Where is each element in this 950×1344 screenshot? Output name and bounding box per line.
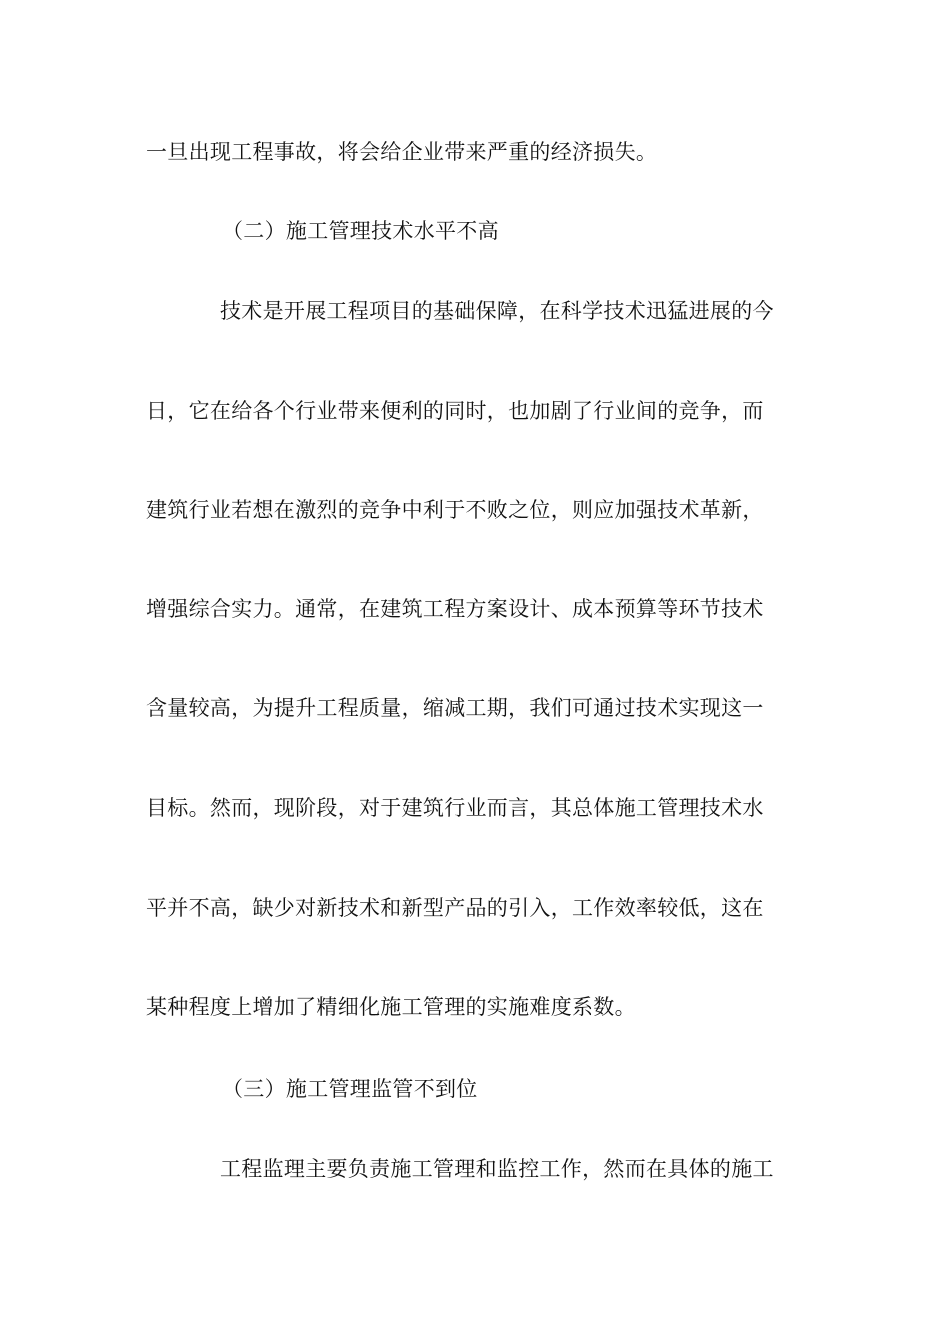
paragraph-line: 含量较高，为提升工程质量，缩减工期，我们可通过技术实现这一 <box>146 696 764 720</box>
paragraph-line: 某种程度上增加了精细化施工管理的实施难度系数。 <box>146 995 636 1019</box>
paragraph-line: 目标。然而，现阶段，对于建筑行业而言，其总体施工管理技术水 <box>146 796 764 820</box>
paragraph-line: 工程监理主要负责施工管理和监控工作，然而在具体的施工 <box>220 1157 774 1181</box>
paragraph-line: 建筑行业若想在激烈的竞争中利于不败之位，则应加强技术革新， <box>146 498 764 522</box>
paragraph-line: 平并不高，缺少对新技术和新型产品的引入，工作效率较低，这在 <box>146 896 764 920</box>
paragraph-line: 日，它在给各个行业带来便利的同时，也加剧了行业间的竞争，而 <box>146 399 764 423</box>
section-heading: （三）施工管理监管不到位 <box>222 1077 478 1101</box>
paragraph-line: 技术是开展工程项目的基础保障，在科学技术迅猛进展的今 <box>220 299 774 323</box>
section-heading: （二）施工管理技术水平不高 <box>222 219 499 243</box>
paragraph-line: 一旦出现工程事故，将会给企业带来严重的经济损失。 <box>146 140 658 164</box>
paragraph-line: 增强综合实力。通常，在建筑工程方案设计、成本预算等环节技术 <box>146 597 764 621</box>
